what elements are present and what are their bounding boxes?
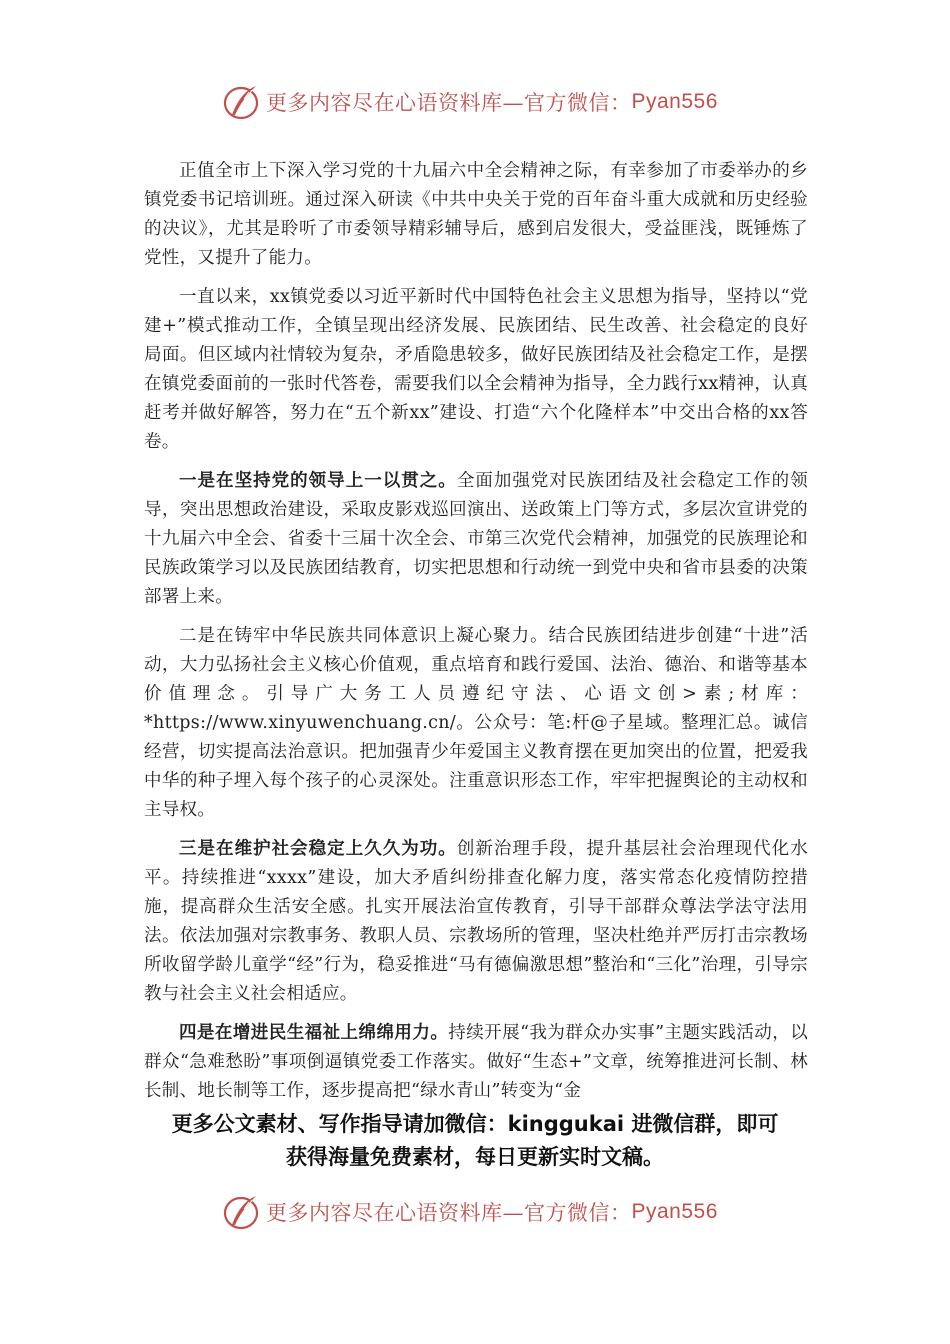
paragraph: 一是在坚持党的领导上一以贯之。全面加强党对民族团结及社会稳定工作的领导，突出思想政治建设，采取皮影戏巡回演出、送政策上门等方式，多层次宣讲党的十九届六中全会、省委十三届十次全会、市第三次党代会精神，加强党的民族理论和民族政策学习以及民族团结教育，切实把思想和行动统一到党中央和省市县委的决策部署上来。 <box>144 471 809 607</box>
quill-pen-icon <box>222 1192 262 1232</box>
promo-line: 更多公文素材、写作指导请加微信：kinggukai 进微信群，即可 <box>171 1112 779 1136</box>
footer-banner <box>222 1190 718 1234</box>
paragraph-lead: 三是在维护社会稳定上久久为功。 <box>179 839 457 859</box>
banner-text: 更多内容尽在心语资料库—官方微信： <box>266 1201 632 1225</box>
paragraph: 四是在增进民生福祉上绵绵用力。持续开展“我为群众办实事”主题实践活动，以群众“急难愁盼”事项倒逼镇党委工作落实。做好“生态+”文章，统筹推进河长制、林长制、地长制等工作，逐步提高把“绿水青山”转变为“金 <box>144 1023 808 1101</box>
quill-pen-icon <box>222 82 262 122</box>
paragraph: 一直以来，xx镇党委以习近平新时代中国特色社会主义思想为指导，坚持以“党建+”模式推动工作，全镇呈现出经济发展、民族团结、民生改善、社会稳定的良好局面。但区域内社情较为复杂，矛盾隐患较多，做好民族团结及社会稳定工作，是摆在镇党委面前的一张时代答卷，需要我们以全会精神为指导，全力践行xx精神，认真赶考并做好解答，努力在“五个新xx”建设、打造“六个化隆样本”中交出合格的xx答卷。 <box>144 287 808 452</box>
paragraph: 二是在铸牢中华民族共同体意识上凝心聚力。结合民族团结进步创建“十进”活动，大力弘扬社会主义核心价值观，重点培育和践行爱国、法治、德治、和谐等基本价值理念。引导广大务工人员遵纪守法、心语文创>素;材库：*https://www.xinyuwenchuang.cn/。公众号：笔:杆@子星域。整理汇总。诚信经营，切实提高法治意识。把加强青少年爱国主义教育摆在更加突出的位置，把爱我中华的种子埋入每个孩子的心灵深处。注重意识形态工作，牢牢把握舆论的主动权和主导权。 <box>144 626 808 820</box>
document-body <box>144 157 808 1116</box>
promo-line: 获得海量免费素材，每日更新实时文稿。 <box>286 1145 664 1169</box>
banner-wechat-id: Pyan556 <box>631 1200 718 1223</box>
paragraph: 三是在维护社会稳定上久久为功。创新治理手段，提升基层社会治理现代化水平。持续推进“xxxx”建设，加大矛盾纠纷排查化解力度，落实常态化疫情防控措施，提高群众生活安全感。扎实开展法治宣传教育，引导干部群众尊法学法守法用法。依法加强对宗教事务、教职人员、宗教场所的管理，坚决杜绝并严厉打击宗教场所收留学龄儿童学“经”行为，稳妥推进“马有德偏激思想”整治和“三化”治理，引导宗教与社会主义社会相适应。 <box>144 839 809 1004</box>
header-banner <box>222 80 718 124</box>
paragraph-lead: 四是在增进民生福祉上绵绵用力。 <box>179 1023 449 1043</box>
paragraph: 正值全市上下深入学习党的十九届六中全会精神之际，有幸参加了市委举办的乡镇党委书记培训班。通过深入研读《中共中央关于党的百年奋斗重大成就和历史经验的决议》，尤其是聆听了市委领导精彩辅导后，感到启发很大，受益匪浅，既锤炼了党性，又提升了能力。 <box>144 161 808 268</box>
promo-notice <box>0 1108 950 1174</box>
paragraph-lead: 一是在坚持党的领导上一以贯之。 <box>179 471 457 491</box>
banner-wechat-id: Pyan556 <box>631 90 718 113</box>
banner-text: 更多内容尽在心语资料库—官方微信： <box>266 91 632 115</box>
